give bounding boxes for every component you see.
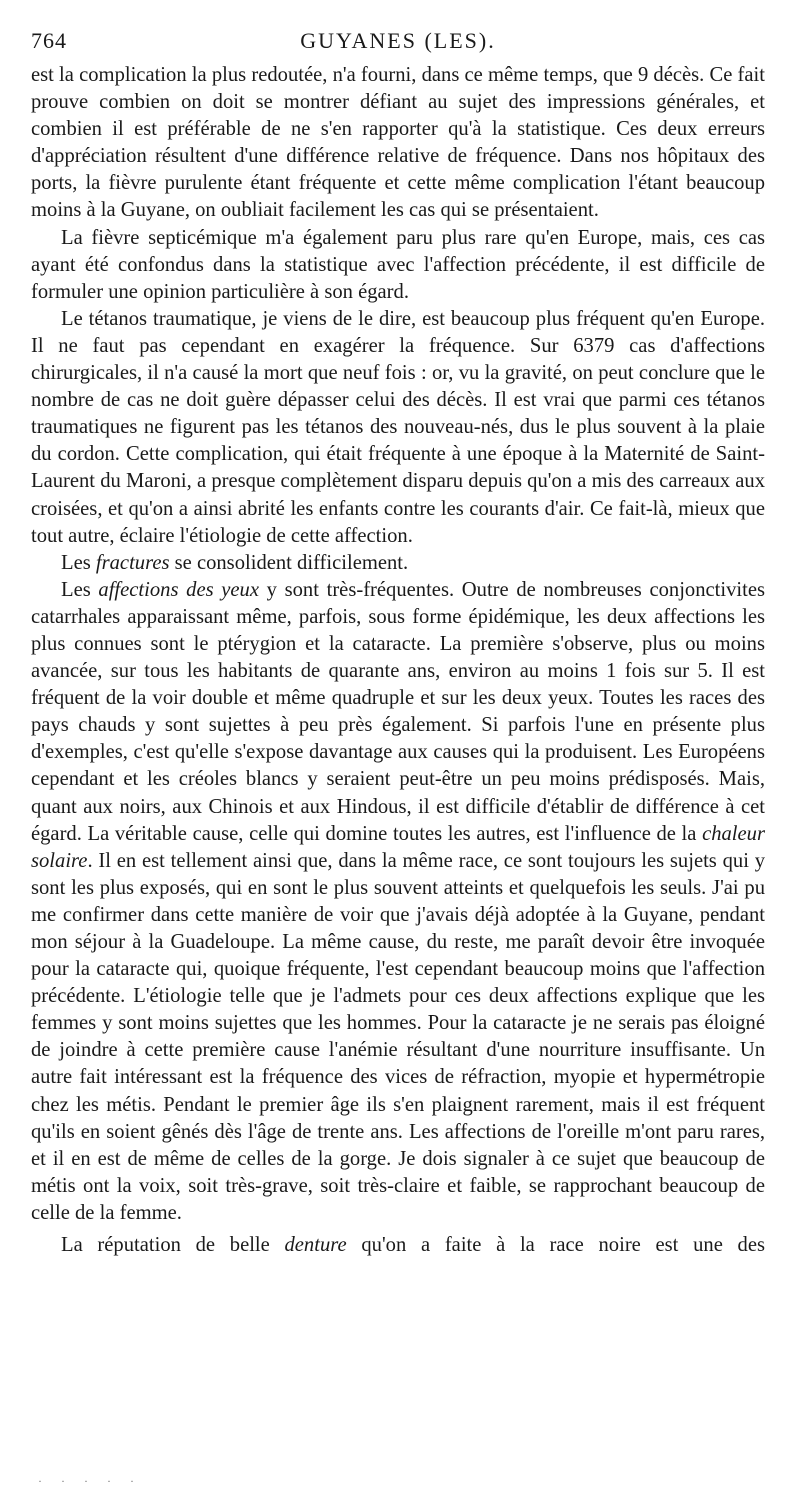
text-run: La réputation de belle xyxy=(61,1234,285,1257)
running-title: GUYANES (LES). xyxy=(300,28,496,53)
paragraph-traumatic-tetanus: Le tétanos traumatique, je viens de le dire, est beaucoup plus fréquent qu'en Europe. Il ne faut pas cependant en exagérer la fréquence. Sur 6379 cas d'affections chirurgicales, il n'a causé la mort que neuf fois : or, vu la gravité, on peut conclure que le nombre de cas ne doit guère dépasser celui des décès. Il est vrai que parmi ces tétanos traumatiques ne figurent pas les tétanos des nouveau-nés, dus le plus souvent à la plaie du cordon. Cette complication, qui était fréquente à une époque à la Maternité de Saint-Laurent du Maroni, a presque complètement disparu depuis qu'on a mis des carreaux aux croisées, et qu'on a ainsi abrité les enfants contre les courants d'air. Ce fait-là, mieux que tout autre, éclaire l'étiologie de cette affection. xyxy=(31,307,765,547)
text-run: Les xyxy=(61,578,99,601)
italic-term: fractures xyxy=(95,551,170,574)
text-run: Les xyxy=(61,551,96,574)
book-page xyxy=(31,28,765,1259)
scan-marks: · · · · · xyxy=(38,1474,142,1488)
text-run: . Il en est tellement ainsi que, dans la même race, ce sont toujours les sujets qui y sont les plus exposés, qui en sont le plus souvent atteints et quelquefois les seuls. J'ai pu me confirmer dans cette manière de voir que j'avais déjà adoptée à la Guyane, pendant mon séjour à la Guadeloupe. La même cause, du reste, me paraît devoir être invoquée pour la cataracte qui, quoique fréquente, l'est cependant beaucoup moins que l'affection précédente. L'étiologie telle que je l'admets pour ces deux affections explique que les femmes y sont moins sujettes que les hommes. Pour la cataracte je ne serais pas éloigné de joindre à cette première cause l'anémie résultant d'une nourriture insuffisante. Un autre fait intéressant est la fréquence des vices de réfraction, myopie et hypermétropie chez les métis. Pendant le premier âge ils s'en plaignent rarement, mais il est fréquent qu'ils en soient gênés dès l'âge de trente ans. Les affections de l'oreille m'ont paru rares, et il en est de même de celles de la gorge. Je dois signaler à ce sujet que beaucoup de métis ont la voix, soit très-grave, soit très-claire et faible, se rapprochant beaucoup de celle de la femme. xyxy=(31,849,765,1224)
italic-term: affections des yeux xyxy=(98,578,259,601)
paragraph-continued: est la complication la plus redoutée, n'a fourni, dans ce même temps, que 9 décès. Ce fait prouve combien on doit se montrer défiant au sujet des impressions générales, et combien il est préférable de ne s'en rapporter qu'à la statistique. Ces deux erreurs d'appréciation résultent d'une différence relative de fréquence. Dans nos hôpitaux des ports, la fièvre purulente étant fréquente et cette même complication l'étant beaucoup moins à la Guyane, on oubliait facilement les cas qui se présentaient. xyxy=(31,64,765,222)
page-number: 764 xyxy=(31,28,67,53)
text-run: qu'on a faite à la race noire est une des xyxy=(346,1234,765,1257)
page-header xyxy=(31,28,765,62)
paragraph-septicemic-fever: La fièvre septicémique m'a également paru plus rare qu'en Europe, mais, ces cas ayant été confondus dans la statistique avec l'affection précédente, il est difficile de formuler une opinion particulière à son égard. xyxy=(31,226,765,303)
italic-term: denture xyxy=(284,1234,347,1257)
paragraph-fractures xyxy=(31,550,765,577)
text-run: y sont très-fréquentes. Outre de nombreuses conjonctivites catarrhales apparaissant même, parfois, sous forme épidémique, les deux affections les plus connues sont le ptérygion et la cataracte. La première s'observe, plus ou moins avancée, sur tous les habitants de quarante ans, environ au moins 1 fois sur 5. Il est fréquent de la voir double et même quadruple et sur les deux yeux. Toutes les races des pays chauds y sont sujettes à peu près également. Si parfois l'une en présente plus d'exemples, c'est qu'elle s'expose davantage aux causes qui la produisent. Les Européens cependant et les créoles blancs y seraient peut-être un peu moins prédisposés. Mais, quant aux noirs, aux Chinois et aux Hindous, il est difficile d'établir de différence à cet égard. La véritable cause, celle qui domine toutes les autres, est l'influence de la xyxy=(31,578,765,845)
paragraph-dentition xyxy=(31,1232,765,1259)
italic-term: chaleur solaire xyxy=(31,822,765,872)
body-text xyxy=(31,62,765,1259)
text-run: se consolident difficilement. xyxy=(169,551,409,574)
paragraph-eye-affections xyxy=(31,577,765,1227)
